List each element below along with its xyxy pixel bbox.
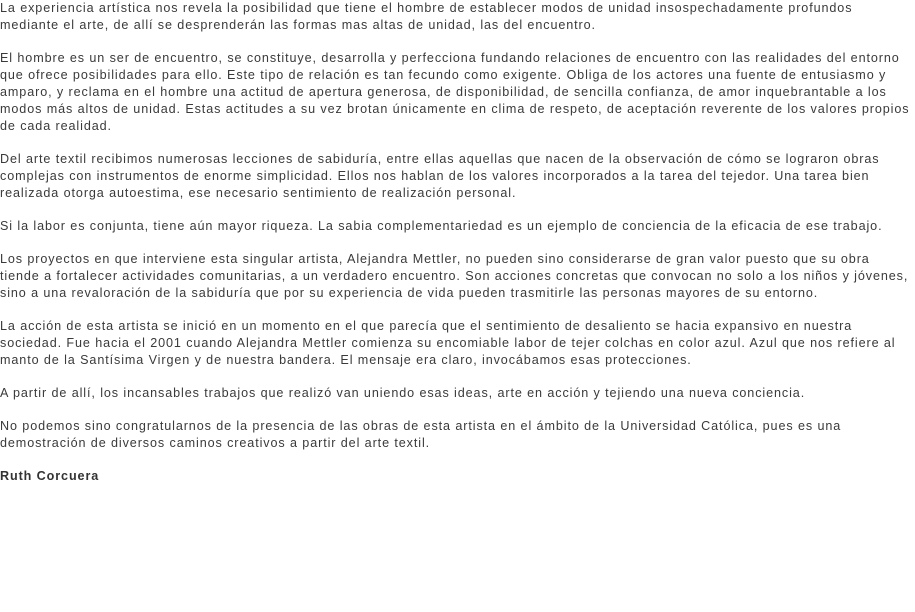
paragraph-6: La acción de esta artista se inició en un momento en el que parecía que el sentimiento de desaliento se hacia expansivo en nuestra sociedad. Fue hacia el 2001 cuando Alejandra Mettler comienza su encomiable labor de tejer colchas en color azul. Azul que nos refiere al manto de la Santísima Virgen y de nuestra bandera. El mensaje era claro, invocábamos esas protecciones.	[0, 319, 896, 367]
paragraph-7: A partir de allí, los incansables trabajos que realizó van uniendo esas ideas, arte en acción y tejiendo una nueva conciencia.	[0, 386, 806, 400]
paragraph-4: Si la labor es conjunta, tiene aún mayor riqueza. La sabia complementariedad es un ejemplo de conciencia de la eficacia de ese trabajo.	[0, 219, 883, 233]
author-signature: Ruth Corcuera	[0, 469, 100, 483]
paragraph-8: No podemos sino congratularnos de la presencia de las obras de esta artista en el ámbito de la Universidad Católica, pues es una demostración de diversos caminos creativos a partir del arte textil.	[0, 419, 842, 450]
paragraph-3: Del arte textil recibimos numerosas lecciones de sabiduría, entre ellas aquellas que nacen de la observación de cómo se lograron obras complejas con instrumentos de enorme simplicidad. Ellos nos hablan de los valores incorporados a la tarea del tejedor. Una tarea bien realizada otorga autoestima, ese necesario sentimiento de realización personal.	[0, 152, 880, 200]
paragraph-5: Los proyectos en que interviene esta singular artista, Alejandra Mettler, no pueden sino considerarse de gran valor puesto que su obra tiende a fortalecer actividades comunitarias, a un verdadero encuentro. Son acciones concretas que convocan no solo a los niños y jóvenes, sino a una revaloración de la sabiduría que por su experiencia de vida pueden trasmitirle las personas mayores de su entorno.	[0, 252, 909, 300]
paragraph-1: La experiencia artística nos revela la posibilidad que tiene el hombre de establecer modos de unidad insospechadamente profundos mediante el arte, de allí se desprenderán las formas mas altas de unidad, las del encuentro.	[0, 1, 853, 32]
paragraph-2: El hombre es un ser de encuentro, se constituye, desarrolla y perfecciona fundando relaciones de encuentro con las realidades del entorno que ofrece posibilidades para ello. Este tipo de relación es tan fecundo como exigente. Obliga de los actores una fuente de entusiasmo y amparo, y reclama en el hombre una actitud de apertura generosa, de disponibilidad, de sencilla confianza, de amor inquebrantable a los modos más altos de unidad. Estas actitudes a su vez brotan únicamente en clima de respeto, de aceptación reverente de los valores propios de cada realidad.	[0, 51, 910, 133]
